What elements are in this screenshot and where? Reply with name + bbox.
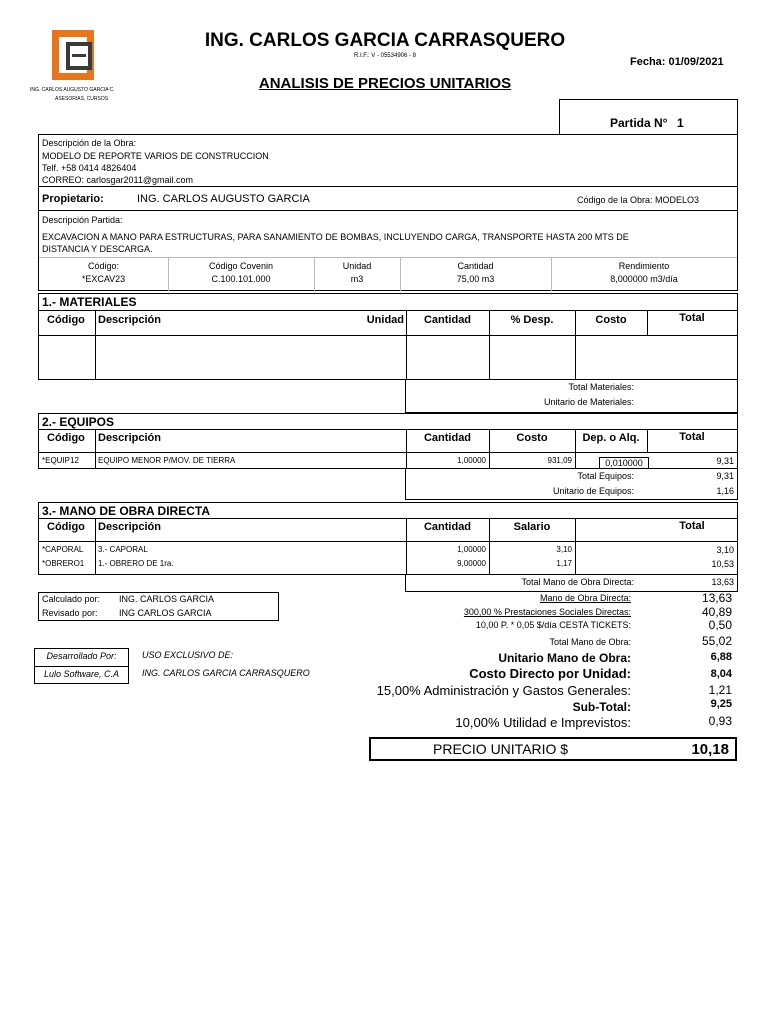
materiales-col-cantidad: Cantidad (423, 314, 472, 326)
materiales-col-costo: Costo (595, 314, 627, 326)
resumen-util-value: 0,93 (708, 714, 732, 728)
partida-number: 1 (677, 116, 684, 130)
desarrollado-label: Desarrollado Por: (46, 651, 117, 661)
equipo-codigo: *EQUIP12 (42, 456, 79, 465)
materiales-table (38, 293, 738, 380)
mano-obra-salario: 3,10 (556, 545, 572, 554)
resumen-mod-label: Mano de Obra Directa: (539, 593, 631, 603)
company-name: ING. CARLOS GARCIA CARRASQUERO (204, 30, 566, 51)
codigo-obra: Código de la Obra: MODELO3 (577, 195, 700, 205)
logo-caption-1: ING. CARLOS AUGUSTO GARCIA C. (30, 87, 115, 93)
obra-desc-value: MODELO DE REPORTE VARIOS DE CONSTRUCCION (42, 151, 269, 161)
equipo-cantidad: 1,00000 (457, 456, 486, 465)
mano-obra-salario: 1,17 (556, 559, 572, 568)
desarrollado-value: Lulo Software, C.A (43, 669, 120, 679)
resumen-prest-label: 300,00 % Prestaciones Sociales Directas: (463, 607, 631, 617)
materiales-col-descripcion: Descripción (98, 314, 161, 326)
materiales-title: 1.- MATERIALES (42, 295, 137, 309)
total-mod-value: 13,63 (711, 577, 734, 587)
covenin-value: C.100.101.000 (211, 274, 271, 284)
mano-obra-title: 3.- MANO DE OBRA DIRECTA (42, 504, 210, 518)
resumen-prest-value: 40,89 (701, 605, 732, 619)
materiales-col-total: Total (679, 312, 705, 324)
total-equipos-value: 9,31 (716, 471, 734, 481)
unitario-equipos-value: 1,16 (716, 486, 734, 496)
total-equipos-label: Total Equipos: (577, 471, 634, 481)
mano-obra-totals-box (405, 574, 738, 592)
mano-obra-col-salario: Salario (513, 521, 551, 533)
propietario-box (38, 186, 738, 211)
document-title: ANALISIS DE PRECIOS UNITARIOS (258, 75, 512, 92)
cantidad-label: Cantidad (457, 261, 494, 271)
revisado-value: ING CARLOS GARCIA (119, 608, 212, 618)
total-materiales-label: Total Materiales: (568, 382, 634, 392)
precio-unitario-label: PRECIO UNITARIO $ (433, 741, 569, 757)
codigo-label: Código: (87, 261, 120, 271)
resumen-adm-label: 15,00% Administración y Gastos Generales: (376, 683, 631, 698)
resumen-adm-value: 1,21 (708, 683, 732, 697)
equipos-col-cantidad: Cantidad (423, 432, 472, 444)
obra-info-box (38, 134, 738, 187)
partida-box (559, 99, 738, 135)
revisado-label: Revisado por: (42, 608, 98, 618)
rendimiento-value: 8,000000 m3/día (610, 274, 678, 284)
unitario-materiales-label: Unitario de Materiales: (543, 397, 634, 407)
resumen-cd-label: Costo Directo por Unidad: (469, 666, 631, 681)
uso-exclusivo-label: USO EXCLUSIVO DE: (142, 650, 234, 660)
resumen-cesta-label: 10,00 P. * 0,05 $/día CESTA TICKETS: (475, 620, 631, 630)
partida-label: Partida N° (610, 116, 668, 130)
mano-obra-table (38, 502, 738, 575)
equipo-dep: 0,010000 (599, 457, 649, 469)
equipos-col-costo: Costo (516, 432, 548, 444)
codigo-value: *EXCAV23 (81, 274, 126, 284)
equipos-title: 2.- EQUIPOS (42, 415, 115, 429)
cantidad-value: 75,00 m3 (456, 274, 495, 284)
equipos-col-dep: Dep. o Alq. (582, 432, 640, 444)
mano-obra-descripcion: 3.- CAPORAL (98, 545, 148, 554)
resumen-sub-label: Sub-Total: (572, 700, 631, 714)
obra-desc-label: Descripción de la Obra: (42, 138, 137, 148)
equipos-totals-box (405, 468, 738, 500)
uso-exclusivo-value: ING. CARLOS GARCIA CARRASQUERO (142, 668, 310, 678)
rif-number: R.I.F.: V - 05534906 - 8 (353, 53, 417, 59)
resumen-cd-value: 8,04 (710, 668, 732, 680)
materiales-col-codigo: Código (47, 314, 85, 326)
propietario-value: ING. CARLOS AUGUSTO GARCIA (137, 193, 310, 205)
mano-obra-col-codigo: Código (47, 521, 85, 533)
mano-obra-codigo: *CAPORAL (42, 545, 84, 554)
equipos-table (38, 413, 738, 469)
partida-desc-label: Descripción Partida: (42, 215, 123, 225)
mano-obra-cantidad: 1,00000 (457, 545, 486, 554)
materiales-col-desp: % Desp. (510, 314, 554, 326)
resumen-tmo-value: 55,02 (701, 634, 732, 648)
precio-unitario-value: 10,18 (691, 741, 729, 758)
resumen-tmo-label: Total Mano de Obra: (549, 637, 631, 647)
document-date: Fecha: 01/09/2021 (630, 56, 724, 68)
propietario-label: Propietario: (42, 193, 104, 205)
materiales-col-unidad: Unidad (366, 314, 404, 326)
desarrollado-box (34, 648, 129, 684)
equipo-costo: 931,09 (547, 456, 572, 465)
covenin-label: Código Covenin (208, 261, 274, 271)
mano-obra-cantidad: 9,00000 (457, 559, 486, 568)
equipos-col-total: Total (679, 431, 705, 443)
precio-unitario-box (369, 737, 737, 761)
total-mod-label: Total Mano de Obra Directa: (521, 577, 634, 587)
equipos-col-descripcion: Descripción (98, 432, 161, 444)
partida-desc-line2: DISTANCIA Y DESCARGA. (42, 244, 153, 254)
resumen-mod-value: 13,63 (701, 591, 732, 605)
equipos-col-codigo: Código (47, 432, 85, 444)
unidad-label: Unidad (342, 261, 372, 271)
mano-obra-codigo: *OBRERO1 (42, 559, 85, 568)
resumen-sub-value: 9,25 (710, 698, 732, 710)
resumen-umo-label: Unitario Mano de Obra: (498, 651, 631, 665)
rendimiento-label: Rendimiento (618, 261, 670, 271)
unidad-value: m3 (350, 274, 364, 284)
obra-correo: CORREO: carlosgar2011@gmail.com (42, 175, 194, 185)
obra-telf: Telf. +58 0414 4826404 (42, 163, 137, 173)
firmas-box (38, 592, 279, 621)
partida-info-box (38, 210, 738, 291)
mano-obra-total: 10,53 (711, 559, 734, 569)
mano-obra-col-descripcion: Descripción (98, 521, 161, 533)
materiales-totals-box (405, 379, 738, 413)
company-logo (50, 28, 100, 84)
mano-obra-col-total: Total (679, 520, 705, 532)
resumen-util-label: 10,00% Utilidad e Imprevistos: (455, 715, 631, 730)
unitario-equipos-label: Unitario de Equipos: (552, 486, 634, 496)
partida-desc-line1: EXCAVACION A MANO PARA ESTRUCTURAS, PARA SANAMIENTO DE BOMBAS, INCLUYENDO CARGA, TRANSPORTE HASTA 200 MTS DE (42, 232, 629, 242)
resumen-cesta-value: 0,50 (708, 618, 732, 632)
calculado-value: ING. CARLOS GARCIA (119, 594, 215, 604)
equipo-total: 9,31 (716, 456, 734, 466)
mano-obra-col-cantidad: Cantidad (423, 521, 472, 533)
mano-obra-descripcion: 1.- OBRERO DE 1ra. (98, 559, 174, 568)
mano-obra-total: 3,10 (716, 545, 734, 555)
equipo-descripcion: EQUIPO MENOR P/MOV. DE TIERRA (98, 456, 236, 465)
resumen-umo-value: 6,88 (710, 651, 732, 663)
calculado-label: Calculado por: (42, 594, 101, 604)
logo-caption-2: ASESORIAS, CURSOS (55, 96, 109, 102)
